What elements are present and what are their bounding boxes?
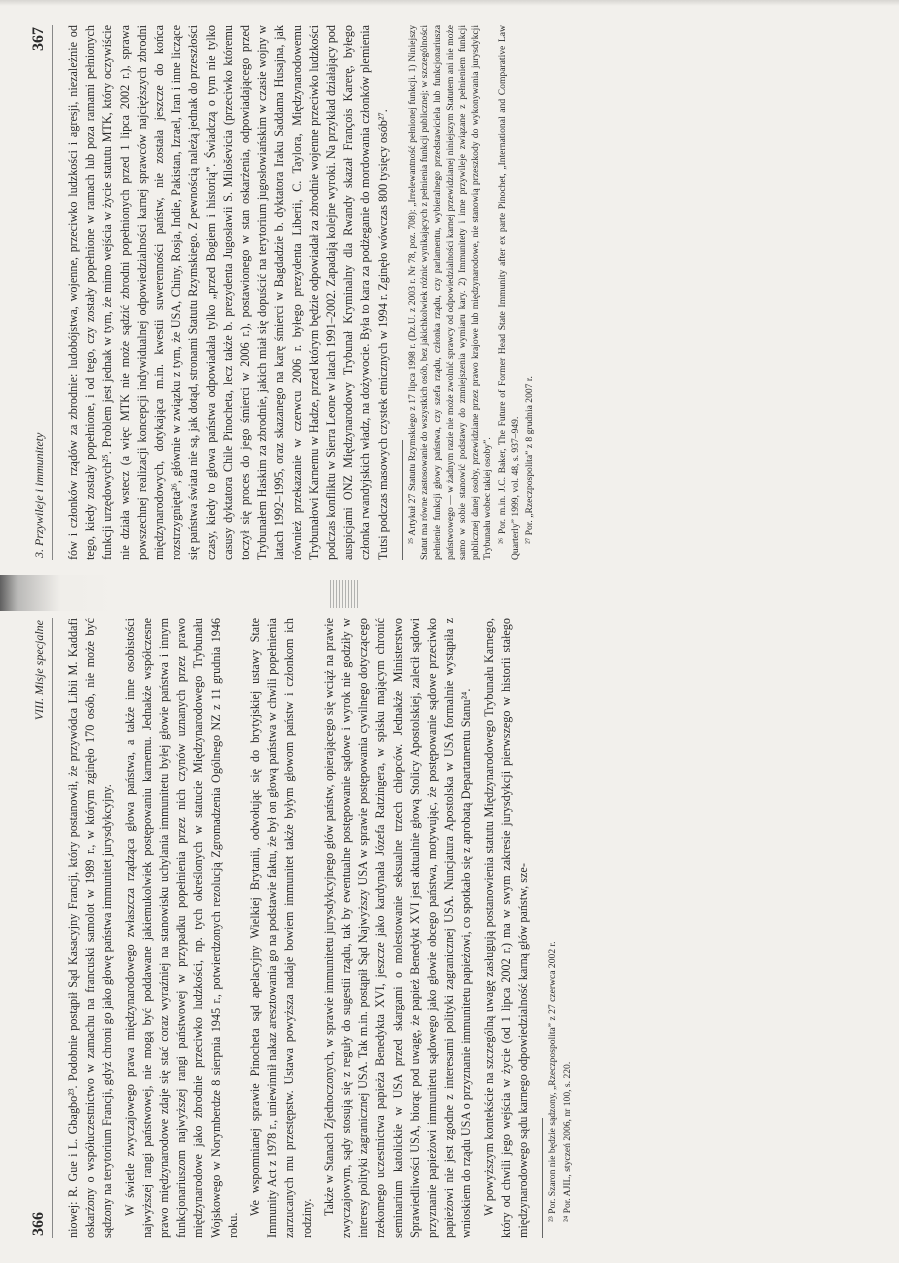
page-number: 367 <box>30 27 47 51</box>
footnote: ²⁶ Por. m.in. J.C. Baker, The Future of Former Head State Immunity after ex parte Pinochet, „International and Comparative Law Quarterly” 1999, vol. 48, s. 937–949. <box>497 25 521 560</box>
footnote: ²³ Por. Szaron nie będzie sądzony, „Rzeczpospolita” z 27 czerwca 2002 r. <box>547 941 559 1222</box>
footnote: ²⁵ Artykuł 27 Statutu Rzymskiego z 17 lipca 1998 r. (Dz.U. z 2003 r. Nr 78, poz. 708): „Irrelewantność pełnionej funkcji. 1) Niniejszy Statut ma równe zastosowanie do wszystkich osób, bez jakichkolwiek różnic wynikających z pełnienia funkcji publicznej; w szczególności pełnienie funkcji głowy państwa, czy szefa rządu, członka rządu, czy parlamentu, wybieralnego przedstawiciela lub funkcjonariusza państwowego — w żadnym razie nie może zwolnić sprawcy od odpowiedzialności karnej przewidzianej niniejszym Statutem ani nie może samo w sobie stanowić podstawy do zmniejszenia wymiaru kary. 2) Immunitety i inne przywileje związane z pełnieniem funkcji publicznej danej osoby, przewidziane przez prawo krajowe lub międzynarodowe, nie stanowią przeszkody do wykonywania jurysdykcji Trybunału wobec takiej osoby”. <box>406 25 494 560</box>
scan-noise <box>330 580 360 608</box>
footnote: ²⁷ Por. „Rzeczpospolita” z 8 grudnia 2007 r. <box>524 376 536 544</box>
footnote: ²⁴ Por. AJIL, styczeń 2006, nr 100, s. 220. <box>561 1061 573 1222</box>
page-366 <box>30 618 810 1238</box>
book-spine-shadow <box>0 575 899 611</box>
paragraph: niowej: R. Gue i L. Gbagbo²³. Podobnie postąpił Sąd Kasacyjny Francji, który postanowił, że przywódca Libii M. Kaddafi oskarżony o współuczestnictwo w zamachu na francuski samolot w 1989 r., w którym zginęło 170 osób, nie może być sądzony na terytorium Francji, gdyż chroni go jako głowę państwa immunitet jurysdykcyjny. <box>66 618 115 1238</box>
page-body <box>65 25 392 560</box>
paragraph: We wspomnianej sprawie Pinocheta sąd apelacyjny Wielkiej Brytanii, odwołując się do brytyjskiej ustawy State Immunity Act z 1978 r., uniewinnił nakaz aresztowania go na podstawie faktu, że był on głową państwa w chwili popełnienia zarzucanych mu przestępstw. Ustawa powyższa nadaje bowiem immunitet także byłym głowom państw i członkom ich rodziny. <box>248 618 314 1238</box>
page-header <box>30 25 53 560</box>
footnote-rule <box>542 1118 543 1238</box>
page-header <box>30 618 53 1238</box>
scan-edge <box>0 0 899 6</box>
running-head: VIII. Misje specjalne <box>32 620 46 721</box>
footnotes <box>547 618 574 1238</box>
running-head: 3. Przywileje i immunitety <box>32 432 46 558</box>
page-body <box>65 618 532 1238</box>
paragraph: W powyższym kontekście na szczególną uwagę zasługują postanowienia statutu Międzynarodowego Trybunału Karnego, który od chwili jego wejścia w życie (od 1 lipca 2002 r.) ma w swym zakresie jurysdykcji pierwszego w historii stałego międzynarodowego sądu karnego odpowiedzialność karną głów państw, sze- <box>481 618 531 1238</box>
paragraph: fów i członków rządów za zbrodnie: ludobójstwa, wojenne, przeciwko ludzkości i agresji, niezależnie od tego, kiedy zostały popełnione, i od tego, czy zostały popełnione w ramach lub poza ramami pełnionych funkcji urzędowych²⁵. Problem jest jednak w tym, że mimo wejścia w życie statutu MTK, który oczywiście nie działa wstecz (a więc MTK nie może sądzić zbrodni popełnionych przed 1 lipca 2002 r.), sprawa powszechnej realizacji koncepcji indywidualnej odpowiedzialności karnej sprawców najcięższych zbrodni międzynarodowych, dotykająca m.in. kwestii suwerenności państw, nie została jeszcze do końca rozstrzygnięta²⁶, głównie w związku z tym, że USA, Chiny, Rosja, Indie, Pakistan, Izrael, Iran i inne liczące się państwa świata nie są, jak dotąd, stronami Statutu Rzymskiego. Z pewnością należą jednak do przeszłości czasy, kiedy to głowa państwa odpowiadała tylko „przed Bogiem i historią”. Świadczą o tym nie tylko casusy dyktatora Chile Pinocheta, lecz także b. prezydenta Jugosławii S. Miloševicia (przeciwko któremu toczył się proces do jego śmierci w 2006 r.), postawionego w stan oskarżenia, odpowiadającego przed Trybunałem Haskim za zbrodnie, jakich miał się dopuścić na terytorium jugosłowiańskim w czasie wojny w latach 1992–1995, oraz skazanego na karę śmierci w Bagdadzie b. dyktatora Iraku Saddama Husajna, jak również przekazanie w czerwcu 2006 r. byłego prezydenta Liberii, C. Taylora, Międzynarodowemu Trybunałowi Karnemu w Hadze, przed którym będzie odpowiadał za zbrodnie wojenne przeciwko ludzkości podczas konfliktu w Sierra Leone w latach 1991–2002. Zapadają kolejne wyroki. Na przykład działający pod auspicjami ONZ Międzynarodowy Trybunał Kryminalny dla Rwandy skazał François Karerę, byłego członka rwandyjskich władz, na dożywocie. Była to kara za podżeganie do mordowania członków plemienia Tutsi podczas masowych czystek etnicznych w 1994 r. Zginęło wówczas 800 tysięcy osób²⁷. <box>66 25 390 560</box>
footnote-rule <box>402 440 403 560</box>
footnotes <box>407 25 537 560</box>
paragraph: Także w Stanach Zjednoczonych, w sprawie immunitetu jurysdykcyjnego głów państw, opierającego się wciąż na prawie zwyczajowym, sądy stosują się z reguły do sugestii rządu, tak by ewentualne postępowanie sądowe i wyrok nie godziły w interesy polityki zagranicznej USA. Tak m.in. postąpił Sąd Najwyższy USA w sprawie postępowania cywilnego dotyczącego rzekomego uczestnictwa papieża Benedykta XVI, jeszcze jako kardynała Józefa Ratzingera, w spisku mającym chronić seminarium katolickie w USA przed skargami o molestowanie seksualne trzech chłopców. Jednakże Ministerstwo Sprawiedliwości USA, biorąc pod uwagę, że papież Benedykt XVI jest aktualnie głową Stolicy Apostolskiej, zalecił sądowi przyznanie papieżowi immunitetu sądowego jako głowie obcego państwa, motywując, że postępowanie sądowe przeciwko papieżowi nie jest zgodne z interesami polityki zagranicznej USA. Nuncjatura Apostolska w USA formalnie wystąpiła z wnioskiem do rządu USA o przyznanie immunitetu papieżowi, co spotkało się z aprobatą Departamentu Stanu²⁴. <box>321 618 474 1238</box>
paragraph: W świetle zwyczajowego prawa międzynarodowego zwłaszcza rządząca głowa państwa, a także inne osobistości najwyższej rangi państwowej, nie mogą być poddawane jakiemukolwiek postępowaniu karnemu. Jednakże współczesne prawo międzynarodowe zdaje się stać coraz wyraźniej na stanowisku uchylania immunitetu byłej głowie państwa i innym funkcjonariuszom najwyższej rangi państwowej w przypadku popełnienia przez nich czynów uznanych przez prawo międzynarodowe jako zbrodnie przeciwko ludzkości, np. tych określonych w statucie Międzynarodowego Trybunału Wojskowego w Norymberdze 8 sierpnia 1945 r., potwierdzonych rezolucją Zgromadzenia Ogólnego NZ z 11 grudnia 1946 roku. <box>122 618 240 1238</box>
page-number: 366 <box>30 1212 47 1236</box>
page-367 <box>30 25 810 560</box>
